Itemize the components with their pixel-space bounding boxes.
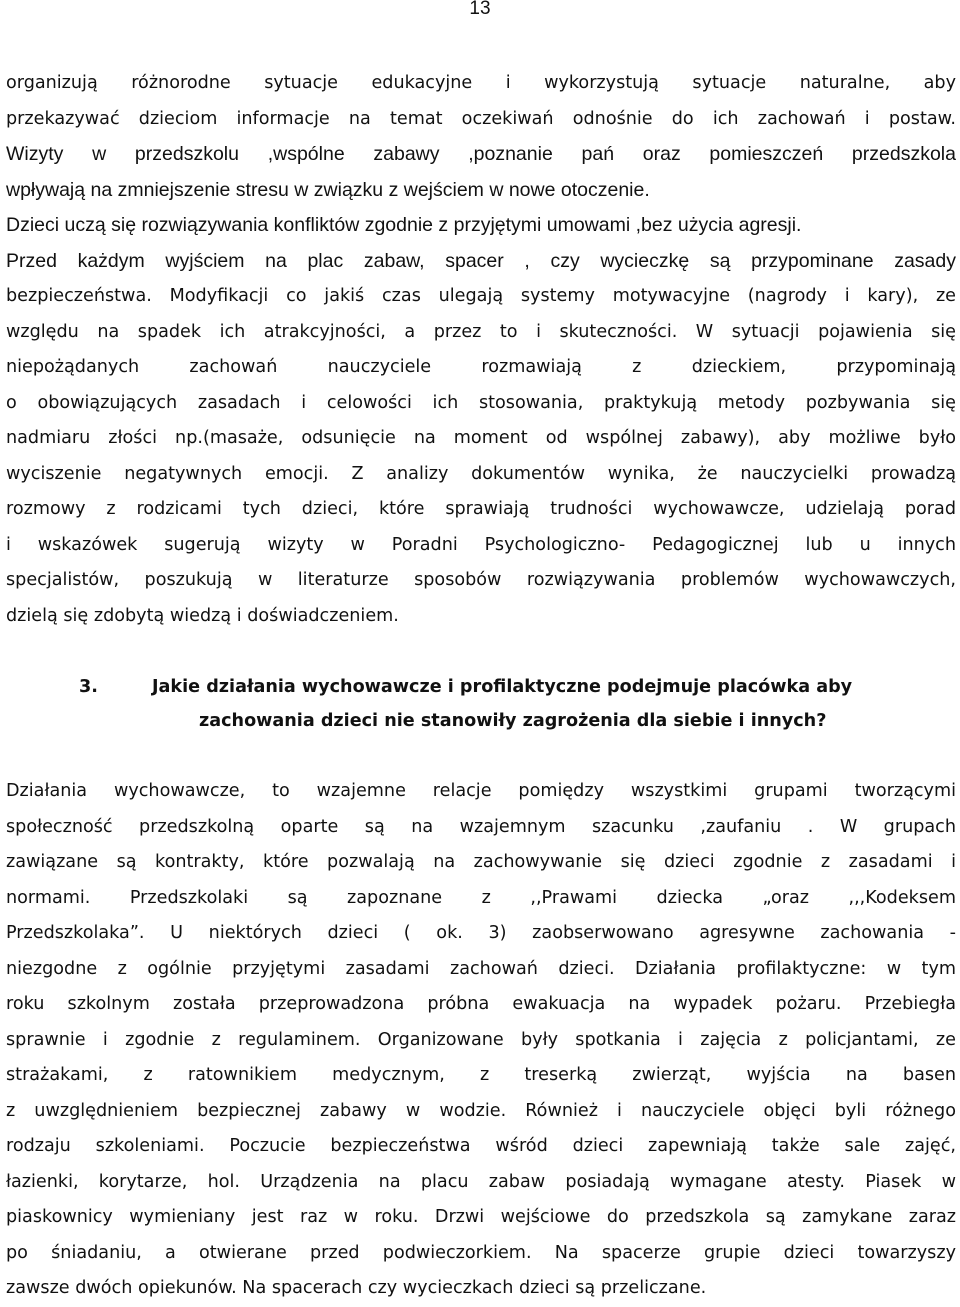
paragraph-orientation — [6, 66, 956, 634]
paragraph-line: nadmiaru złości np.(masaże, odsunięcie na moment od wspólnej zabawy), aby możliwe było — [6, 428, 956, 448]
paragraph-line: z uwzględnieniem bezpiecznej zabawy w wodzie. Również i nauczyciele objęci byli różnego — [6, 1100, 956, 1121]
paragraph-actions — [6, 774, 956, 1307]
paragraph-line: bezpieczeństwa. Modyfikacji co jakiś czas ulegają systemy motywacyjne (nagrody i kary), ze — [6, 286, 956, 306]
paragraph-line: dzielą się zdobytą wiedzą i doświadczeniem. — [6, 605, 399, 626]
paragraph-line: rodzaju szkoleniami. Poczucie bezpieczeństwa wśród dzieci zapewniają także sale zajęć, — [6, 1136, 956, 1156]
paragraph-line: Dzieci uczą się rozwiązywania konfliktów zgodnie z przyjętymi umowami ,bez użycia agresji. — [6, 214, 802, 236]
paragraph-line: niezgodne z ogólnie przyjętymi zasadami zachowań dzieci. Działania profilaktyczne: w tym — [6, 958, 956, 979]
paragraph-line: względu na spadek ich atrakcyjności, a przez to i skuteczności. W sytuacji pojawienia się — [6, 321, 956, 342]
paragraph-line: wpływają na zmniejszenie stresu w związku z wejściem w nowe otoczenie. — [6, 178, 650, 201]
section-title-line-1: Jakie działania wychowawcze i profilaktyczne podejmuje placówka aby — [152, 677, 853, 697]
paragraph-line: Przedszkolaka”. U niektórych dzieci ( ok. 3) zaobserwowano agresywne zachowania - — [6, 923, 956, 943]
paragraph-line: po śniadaniu, a otwierane przed podwieczorkiem. Na spacerze grupie dzieci towarzyszy — [6, 1242, 956, 1263]
paragraph-line: o obowiązujących zasadach i celowości ich stosowania, praktykują metody pozbywania się — [6, 392, 956, 413]
paragraph-line: zawiązane są kontrakty, które pozwalają na zachowywanie się dzieci zgodnie z zasadami i — [6, 852, 956, 872]
paragraph-line: łazienki, korytarze, hol. Urządzenia na placu zabaw posiadają wymagane atesty. Piasek w — [6, 1171, 956, 1192]
section-number: 3. — [79, 677, 98, 697]
paragraph-line: przekazywać dzieciom informacje na temat oczekiwań odnośnie do ich zachowań i postaw. — [6, 108, 956, 129]
paragraph-line: Przed każdym wyjściem na plac zabaw, spacer , czy wycieczkę są przypominane zasady — [6, 249, 956, 272]
paragraph-line: rozmowy z rodzicami tych dzieci, które sprawiają trudności wychowawcze, udzielają porad — [6, 499, 956, 519]
section-title-line-2: zachowania dzieci nie stanowiły zagrożenia dla siebie i innych? — [199, 711, 827, 731]
paragraph-line: Działania wychowawcze, to wzajemne relacje pomiędzy wszystkimi grupami tworzącymi — [6, 781, 956, 801]
paragraph-line: strażakami, z ratownikiem medycznym, z treserką zwierząt, wyjścia na basen — [6, 1065, 956, 1085]
paragraph-line: i wskazówek sugerują wizyty w Poradni Psychologiczno- Pedagogicznej lub u innych — [6, 534, 956, 555]
paragraph-line: normami. Przedszkolaki są zapoznane z ,,Prawami dziecka „oraz ,,,Kodeksem — [6, 887, 956, 908]
paragraph-line: Wizyty w przedszkolu ,wspólne zabawy ,poznanie pań oraz pomieszczeń przedszkola — [6, 143, 956, 165]
paragraph-line: piaskownicy wymieniany jest raz w roku. Drzwi wejściowe do przedszkola są zamykane zaraz — [6, 1207, 956, 1227]
paragraph-line: społeczność przedszkolną oparte są na wzajemnym szacunku ,zaufaniu . W grupach — [6, 816, 956, 837]
paragraph-line: zawsze dwóch opiekunów. Na spacerach czy wycieczkach dzieci są przeliczane. — [6, 1278, 707, 1298]
paragraph-line: niepożądanych zachowań nauczyciele rozmawiają z dzieckiem, przypominają — [6, 357, 956, 377]
paragraph-line: sprawnie i zgodnie z regulaminem. Organizowane były spotkania i zajęcia z policjantami, ze — [6, 1029, 956, 1050]
paragraph-line: organizują różnorodne sytuacje edukacyjne i wykorzystują sytuacje naturalne, aby — [6, 73, 956, 93]
paragraph-line: wyciszenie negatywnych emocji. Z analizy dokumentów wynika, że nauczycielki prowadzą — [6, 463, 956, 484]
page-number: 13 — [469, 0, 491, 19]
paragraph-line: specjalistów, poszukują w literaturze sposobów rozwiązywania problemów wychowawczych, — [6, 570, 956, 590]
paragraph-line: roku szkolnym została przeprowadzona próbna ewakuacja na wypadek pożaru. Przebiegła — [6, 994, 956, 1014]
